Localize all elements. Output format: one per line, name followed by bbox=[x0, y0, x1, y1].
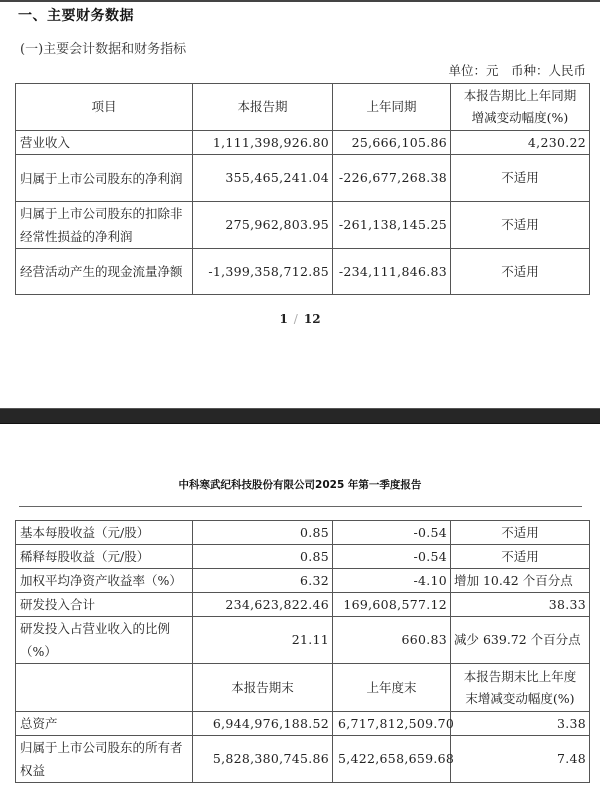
page-gap-divider bbox=[0, 408, 600, 424]
section-subtitle: (一)主要会计数据和财务指标 bbox=[20, 42, 187, 57]
value-change: 增加 10.42 个百分点 bbox=[451, 569, 590, 593]
row-label: 加权平均净资产收益率（%） bbox=[16, 569, 193, 593]
table-row bbox=[16, 202, 590, 249]
value-current: -1,399,358,712.85 bbox=[193, 249, 333, 295]
value-prior: -4.10 bbox=[333, 569, 451, 593]
value-change: 7.48 bbox=[451, 736, 590, 783]
value-prior: 169,608,577.12 bbox=[333, 593, 451, 617]
financial-table-2 bbox=[15, 520, 590, 783]
header-current: 本报告期 bbox=[193, 84, 333, 131]
subheader-change-line1: 本报告期末比上年度 bbox=[463, 668, 577, 684]
header-change-line1: 本报告期比上年同期 bbox=[463, 88, 577, 103]
value-prior: -0.54 bbox=[333, 545, 451, 569]
row-label: 研发投入占营业收入的比例（%） bbox=[16, 617, 193, 664]
subheader-current: 本报告期末 bbox=[193, 664, 333, 712]
table-row bbox=[16, 545, 590, 569]
row-label: 经营活动产生的现金流量净额 bbox=[16, 249, 193, 295]
value-current: 21.11 bbox=[193, 617, 333, 664]
value-current: 6.32 bbox=[193, 569, 333, 593]
header-change bbox=[451, 84, 590, 131]
value-change: 4,230.22 bbox=[451, 131, 590, 155]
page-indicator bbox=[0, 312, 600, 326]
table-header-row bbox=[16, 84, 590, 131]
page-current: 1 bbox=[279, 312, 288, 326]
subheader-prior: 上年度末 bbox=[333, 664, 451, 712]
page-separator: / bbox=[293, 312, 298, 326]
row-label: 归属于上市公司股东的扣除非经常性损益的净利润 bbox=[16, 202, 193, 249]
row-label: 归属于上市公司股东的净利润 bbox=[16, 155, 193, 202]
unit-note: 单位：元 币种：人民币 bbox=[448, 63, 586, 78]
value-current: 234,623,822.46 bbox=[193, 593, 333, 617]
table-row bbox=[16, 712, 590, 736]
table-row bbox=[16, 736, 590, 783]
table-row bbox=[16, 249, 590, 295]
value-current: 1,111,398,926.80 bbox=[193, 131, 333, 155]
top-border bbox=[0, 0, 600, 2]
value-change: 不适用 bbox=[451, 521, 590, 545]
value-change: 3.38 bbox=[451, 712, 590, 736]
section-title: 一、主要财务数据 bbox=[18, 8, 134, 24]
value-current: 5,828,380,745.86 bbox=[193, 736, 333, 783]
value-change: 减少 639.72 个百分点 bbox=[451, 617, 590, 664]
value-change: 不适用 bbox=[451, 545, 590, 569]
subheader-change-line2: 末增减变动幅度(%) bbox=[465, 690, 575, 706]
value-prior: -234,111,846.83 bbox=[333, 249, 451, 295]
value-prior: 6,717,812,509.70 bbox=[333, 712, 451, 736]
value-current: 275,962,803.95 bbox=[193, 202, 333, 249]
value-prior: -0.54 bbox=[333, 521, 451, 545]
table-subheader-row bbox=[16, 664, 590, 712]
row-label: 稀释每股收益（元/股） bbox=[16, 545, 193, 569]
value-change: 不适用 bbox=[451, 202, 590, 249]
table-row bbox=[16, 593, 590, 617]
value-prior: -226,677,268.38 bbox=[333, 155, 451, 202]
value-current: 0.85 bbox=[193, 521, 333, 545]
subheader-change bbox=[451, 664, 590, 712]
value-prior: 25,666,105.86 bbox=[333, 131, 451, 155]
value-prior: 660.83 bbox=[333, 617, 451, 664]
row-label: 总资产 bbox=[16, 712, 193, 736]
table-row bbox=[16, 155, 590, 202]
value-current: 0.85 bbox=[193, 545, 333, 569]
row-label: 研发投入合计 bbox=[16, 593, 193, 617]
table-row bbox=[16, 617, 590, 664]
table-row bbox=[16, 131, 590, 155]
value-prior: 5,422,658,659.68 bbox=[333, 736, 451, 783]
value-change: 38.33 bbox=[451, 593, 590, 617]
header-prior: 上年同期 bbox=[333, 84, 451, 131]
report-header-title: 中科寒武纪科技股份有限公司2025 年第一季度报告 bbox=[178, 479, 422, 491]
header-change-line2: 增减变动幅度(%) bbox=[471, 110, 569, 125]
value-current: 355,465,241.04 bbox=[193, 155, 333, 202]
table-row bbox=[16, 569, 590, 593]
header-item: 项目 bbox=[16, 84, 193, 131]
value-change: 不适用 bbox=[451, 155, 590, 202]
row-label: 基本每股收益（元/股） bbox=[16, 521, 193, 545]
financial-table-1 bbox=[15, 83, 590, 295]
header-rule bbox=[19, 506, 582, 507]
value-prior: -261,138,145.25 bbox=[333, 202, 451, 249]
row-label: 归属于上市公司股东的所有者权益 bbox=[16, 736, 193, 783]
value-change: 不适用 bbox=[451, 249, 590, 295]
page-total: 12 bbox=[303, 312, 321, 326]
table-row bbox=[16, 521, 590, 545]
value-current: 6,944,976,188.52 bbox=[193, 712, 333, 736]
row-label: 营业收入 bbox=[16, 131, 193, 155]
subheader-item bbox=[16, 664, 193, 712]
